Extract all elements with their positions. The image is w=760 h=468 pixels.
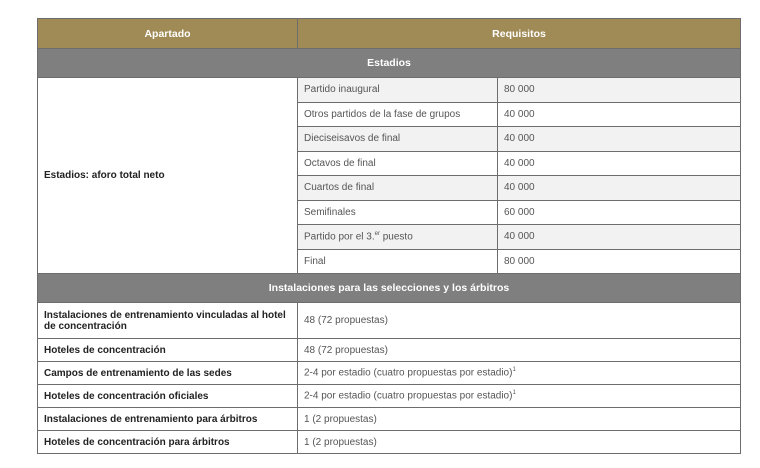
facility-label: Hoteles de concentración oficiales (38, 385, 298, 408)
facility-value: 2-4 por estadio (cuatro propuestas por estadio) (304, 367, 513, 379)
stage-cell: Cuartos de final (298, 176, 498, 201)
facility-value-cell (298, 385, 741, 408)
stage-suffix: puesto (379, 231, 413, 243)
stage-cell: Otros partidos de la fase de grupos (298, 102, 498, 127)
stage-cell: Octavos de final (298, 151, 498, 176)
capacity-cell: 80 000 (498, 249, 741, 274)
stage-cell (298, 225, 498, 250)
header-requisitos: Requisitos (298, 19, 741, 49)
facility-value: 1 (2 propuestas) (298, 431, 741, 454)
facility-value: 2-4 por estadio (cuatro propuestas por estadio) (304, 390, 513, 402)
stadium-capacity-label: Estadios: aforo total neto (38, 78, 298, 274)
footnote-mark: 1 (512, 367, 516, 374)
capacity-cell: 80 000 (498, 78, 741, 103)
stage-cell: Final (298, 249, 498, 274)
stage-text: Partido por el 3. (304, 231, 375, 243)
section-estadios: Estadios (38, 49, 741, 78)
ordinal-sup: er (374, 231, 380, 238)
footnote-mark: 1 (512, 390, 516, 397)
capacity-cell: 40 000 (498, 127, 741, 152)
facility-label: Campos de entrenamiento de las sedes (38, 362, 298, 385)
facility-value: 48 (72 propuestas) (298, 303, 741, 339)
stage-cell: Semifinales (298, 200, 498, 225)
section-instalaciones: Instalaciones para las selecciones y los árbitros (38, 274, 741, 303)
capacity-cell: 40 000 (498, 225, 741, 250)
facility-label: Hoteles de concentración (38, 339, 298, 362)
requirements-table (37, 18, 741, 454)
facility-label: Hoteles de concentración para árbitros (38, 431, 298, 454)
facility-label: Instalaciones de entrenamiento para árbitros (38, 408, 298, 431)
facility-value: 48 (72 propuestas) (298, 339, 741, 362)
capacity-cell: 40 000 (498, 102, 741, 127)
facility-label: Instalaciones de entrenamiento vinculadas al hotel de concentración (38, 303, 298, 339)
facility-value-cell (298, 362, 741, 385)
capacity-cell: 40 000 (498, 151, 741, 176)
capacity-cell: 60 000 (498, 200, 741, 225)
stage-cell: Dieciseisavos de final (298, 127, 498, 152)
facility-value: 1 (2 propuestas) (298, 408, 741, 431)
capacity-cell: 40 000 (498, 176, 741, 201)
stage-cell: Partido inaugural (298, 78, 498, 103)
header-apartado: Apartado (38, 19, 298, 49)
